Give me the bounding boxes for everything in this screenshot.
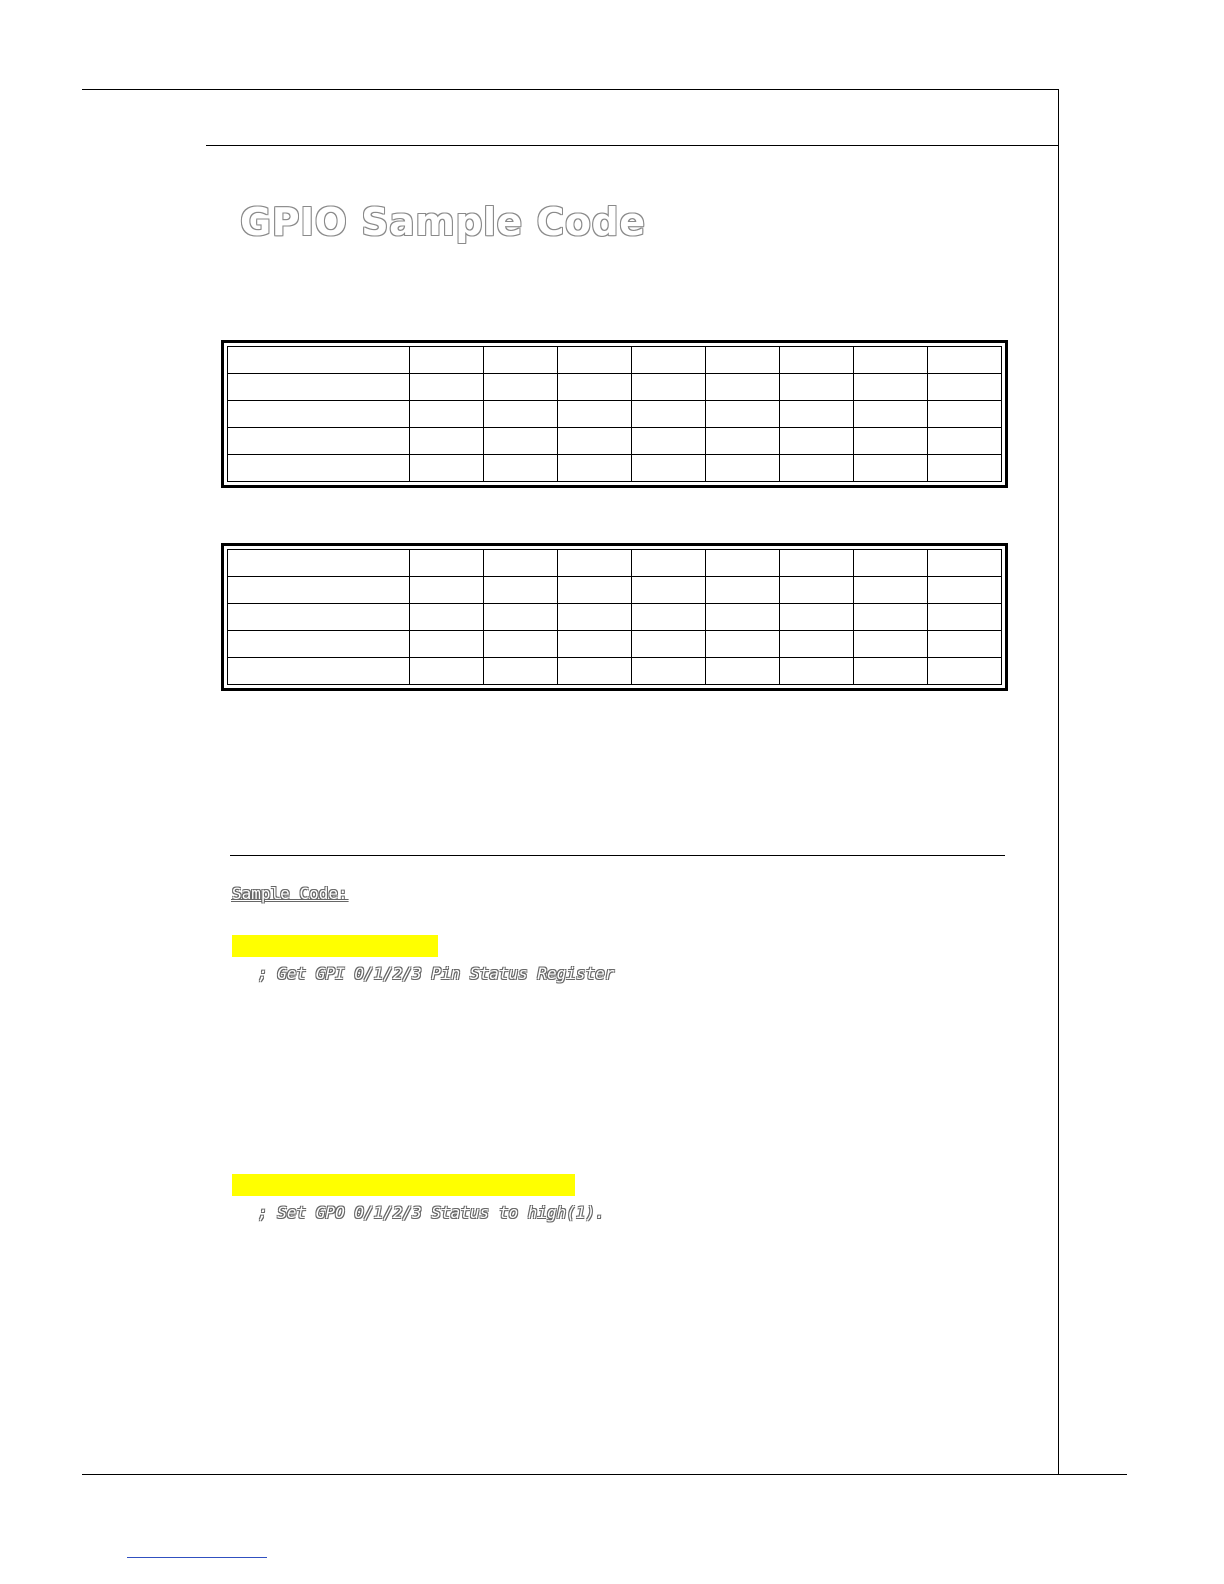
table-row — [228, 428, 1002, 455]
table-cell — [228, 428, 410, 455]
table-cell — [632, 347, 706, 374]
table-cell — [410, 347, 484, 374]
table-cell — [632, 401, 706, 428]
table-cell — [410, 401, 484, 428]
table-cell — [854, 658, 928, 685]
table-cell — [228, 401, 410, 428]
table-cell — [484, 550, 558, 577]
table-cell — [484, 374, 558, 401]
table-cell — [558, 631, 632, 658]
table-cell — [632, 658, 706, 685]
comment-get-gpi: ; Get GPI 0/1/2/3 Pin Status Register — [258, 964, 615, 983]
table-cell — [410, 455, 484, 482]
table-row — [228, 455, 1002, 482]
table-row — [228, 401, 1002, 428]
table-row — [228, 604, 1002, 631]
table-cell — [854, 401, 928, 428]
table-cell — [410, 604, 484, 631]
table-cell — [410, 428, 484, 455]
table-cell — [706, 347, 780, 374]
table-cell — [228, 631, 410, 658]
table-cell — [410, 631, 484, 658]
table-cell — [928, 631, 1002, 658]
table-row — [228, 577, 1002, 604]
sample-code-label: Sample Code: — [232, 884, 348, 903]
footer-link-underline — [127, 1557, 267, 1558]
table-cell — [854, 631, 928, 658]
table-row — [228, 550, 1002, 577]
table-cell — [558, 374, 632, 401]
gpi-table-grid — [227, 346, 1002, 482]
table-cell — [558, 455, 632, 482]
table-cell — [928, 428, 1002, 455]
table-cell — [228, 550, 410, 577]
table-cell — [484, 604, 558, 631]
table-cell — [558, 550, 632, 577]
table-cell — [780, 455, 854, 482]
table-cell — [558, 577, 632, 604]
table-cell — [780, 604, 854, 631]
table-cell — [484, 347, 558, 374]
table-cell — [228, 374, 410, 401]
highlight-bar-set — [232, 1174, 575, 1196]
table-cell — [854, 577, 928, 604]
table-cell — [780, 347, 854, 374]
table-cell — [632, 631, 706, 658]
table-cell — [558, 401, 632, 428]
table-cell — [228, 658, 410, 685]
page-title: GPIO Sample Code — [240, 200, 646, 244]
table-cell — [632, 577, 706, 604]
table-cell — [632, 428, 706, 455]
table-cell — [484, 631, 558, 658]
gpi-register-table — [221, 340, 1008, 488]
table-cell — [632, 550, 706, 577]
table-cell — [706, 631, 780, 658]
table-cell — [854, 428, 928, 455]
table-cell — [854, 604, 928, 631]
bottom-rule — [82, 1474, 1127, 1475]
table-cell — [484, 658, 558, 685]
table-cell — [780, 631, 854, 658]
header-rule — [206, 145, 1059, 146]
table-cell — [706, 550, 780, 577]
table-cell — [928, 604, 1002, 631]
table-cell — [854, 455, 928, 482]
table-cell — [632, 455, 706, 482]
table-cell — [706, 604, 780, 631]
table-cell — [410, 658, 484, 685]
table-cell — [632, 604, 706, 631]
table-row — [228, 658, 1002, 685]
top-rule — [82, 89, 1059, 90]
section-divider — [230, 855, 1005, 856]
table-cell — [928, 401, 1002, 428]
table-cell — [706, 455, 780, 482]
table-cell — [780, 401, 854, 428]
table-cell — [928, 658, 1002, 685]
table-cell — [780, 374, 854, 401]
table-cell — [558, 604, 632, 631]
table-row — [228, 374, 1002, 401]
table-cell — [410, 550, 484, 577]
table-cell — [928, 577, 1002, 604]
table-cell — [780, 428, 854, 455]
table-cell — [780, 658, 854, 685]
table-row — [228, 347, 1002, 374]
table-cell — [706, 577, 780, 604]
right-rule — [1058, 89, 1059, 1475]
comment-set-gpo: ; Set GPO 0/1/2/3 Status to high(1). — [258, 1203, 605, 1222]
table-cell — [228, 347, 410, 374]
table-cell — [706, 401, 780, 428]
table-cell — [558, 428, 632, 455]
table-cell — [484, 455, 558, 482]
table-row — [228, 631, 1002, 658]
table-cell — [706, 428, 780, 455]
table-cell — [854, 550, 928, 577]
table-cell — [928, 550, 1002, 577]
table-cell — [632, 374, 706, 401]
table-cell — [484, 428, 558, 455]
table-cell — [854, 374, 928, 401]
table-cell — [558, 658, 632, 685]
table-cell — [928, 374, 1002, 401]
highlight-bar-get — [232, 935, 438, 957]
table-cell — [228, 455, 410, 482]
table-cell — [558, 347, 632, 374]
table-cell — [928, 347, 1002, 374]
table-cell — [228, 577, 410, 604]
table-cell — [706, 374, 780, 401]
table-cell — [484, 577, 558, 604]
table-cell — [780, 550, 854, 577]
table-cell — [780, 577, 854, 604]
table-cell — [410, 577, 484, 604]
table-cell — [484, 401, 558, 428]
table-cell — [410, 374, 484, 401]
table-cell — [854, 347, 928, 374]
gpo-table-grid — [227, 549, 1002, 685]
gpo-register-table — [221, 543, 1008, 691]
table-cell — [928, 455, 1002, 482]
table-cell — [228, 604, 410, 631]
table-cell — [706, 658, 780, 685]
